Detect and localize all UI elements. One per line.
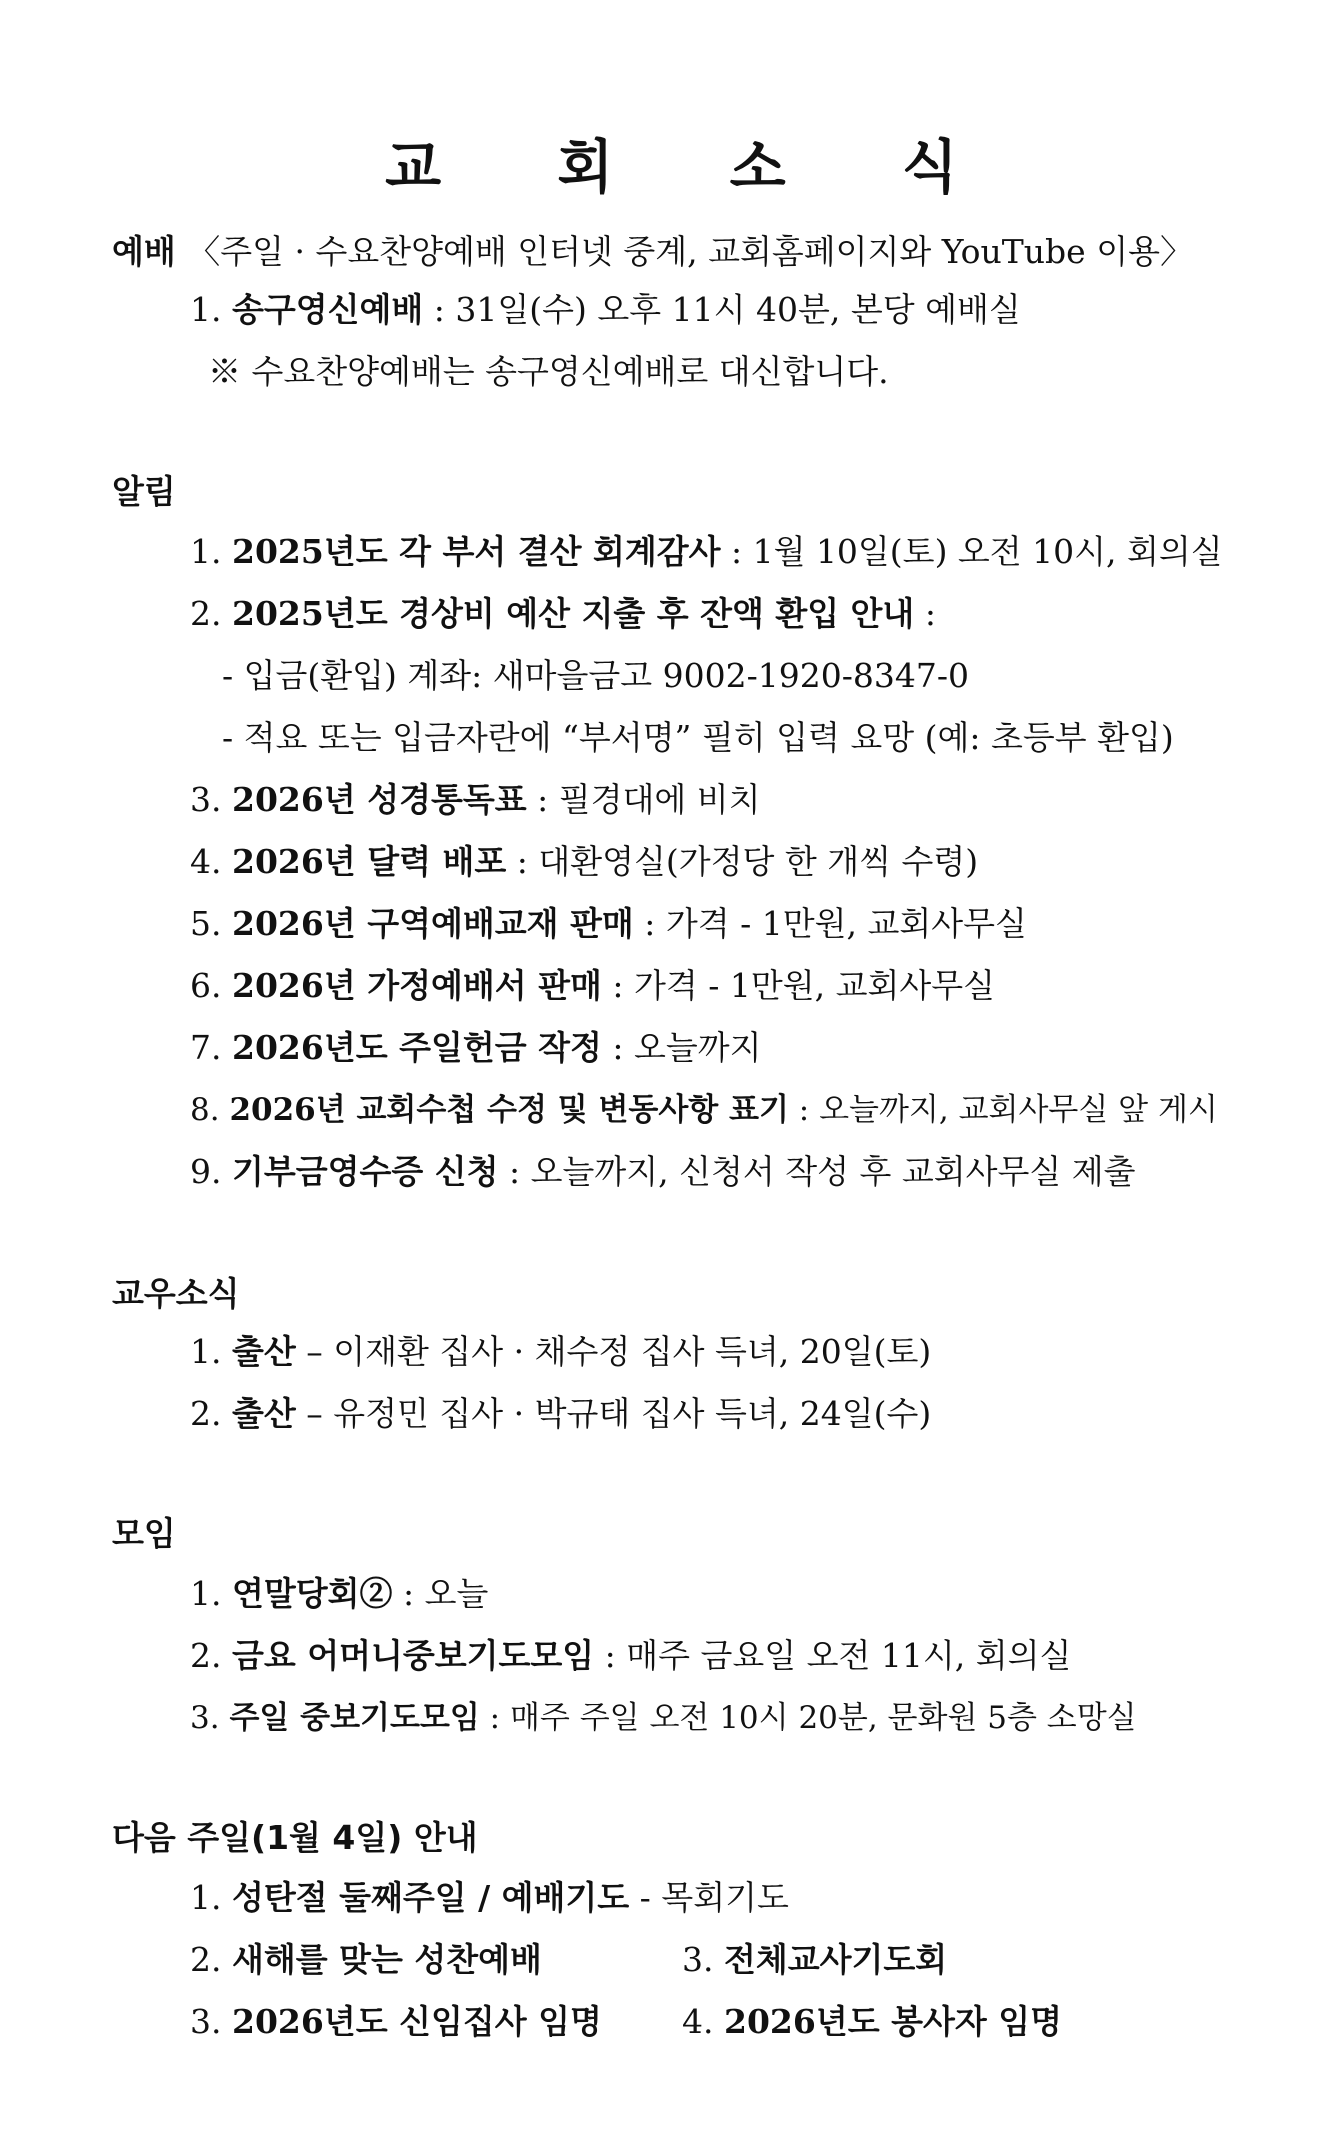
item-text: 오늘까지 (633, 1028, 762, 1067)
meetings-item (190, 1572, 488, 1616)
item-number: 5. (190, 904, 222, 943)
item-label: 연말당회② (232, 1574, 393, 1613)
worship-item (190, 288, 1021, 332)
item-number: 4. (682, 2002, 714, 2041)
item-label: 2026년 달력 배포 (232, 842, 507, 881)
item-text: 오늘까지, 교회사무실 앞 게시 (819, 1092, 1218, 1128)
item-label: 주일 중보기도모임 (229, 1700, 480, 1736)
section-heading-meetings: 모임 (112, 1514, 176, 1553)
item-label: 성탄절 둘째주일 / 예배기도 (232, 1878, 630, 1917)
notice-item (190, 1088, 1218, 1132)
notice-item (190, 778, 760, 822)
section-heading-next-sunday: 다음 주일(1월 4일) 안내 (112, 1818, 478, 1857)
notice-item (190, 530, 1223, 574)
item-text: 필경대에 비치 (558, 780, 761, 819)
item-label: 2026년도 주일헌금 작정 (232, 1028, 602, 1067)
item-number: 7. (190, 1028, 222, 1067)
notice-item (190, 592, 936, 636)
next-sunday-line (190, 2000, 602, 2044)
item-label: 출산 (232, 1332, 296, 1371)
section-heading-worship: 예배 (112, 232, 176, 271)
item-label: 2026년도 봉사자 임명 (724, 2002, 1062, 2041)
item-number: 2. (190, 1940, 222, 1979)
item-number: 3. (190, 780, 222, 819)
item-number: 2. (190, 1394, 222, 1433)
notice-item (190, 1026, 761, 1070)
notice-detail-account: - 입금(환입) 계좌: 새마을금고 9002-1920-8347-0 (222, 656, 970, 695)
next-sunday-line (190, 1876, 789, 1920)
item-number: 9. (190, 1152, 222, 1191)
item-number: 2. (190, 1636, 222, 1675)
next-sunday-line-col2 (682, 2000, 1062, 2044)
notice-item (190, 964, 995, 1008)
worship-remark: ※ 수요찬양예배는 송구영신예배로 대신합니다. (208, 352, 889, 391)
item-text: 가격 - 1만원, 교회사무실 (665, 904, 1027, 943)
worship-section (112, 230, 1193, 274)
meetings-item (190, 1634, 1071, 1678)
item-separator: : (601, 1028, 634, 1067)
notice-item (190, 840, 978, 884)
item-text: – 이재환 집사 · 채수정 집사 득녀, 20일(토) (295, 1332, 932, 1371)
item-number: 2. (190, 594, 222, 633)
item-text: 오늘까지, 신청서 작성 후 교회사무실 제출 (530, 1152, 1136, 1191)
notice-item (190, 1150, 1136, 1194)
item-separator: : (720, 532, 753, 571)
item-separator: : (633, 904, 666, 943)
item-number: 1. (190, 1332, 222, 1371)
item-number: 6. (190, 966, 222, 1005)
item-number: 3. (190, 1700, 220, 1736)
item-text: – 유정민 집사 · 박규태 집사 득녀, 24일(수) (295, 1394, 932, 1433)
item-number: 4. (190, 842, 222, 881)
item-text: 매주 주일 오전 10시 20분, 문화원 5층 소망실 (509, 1700, 1137, 1736)
item-separator: : (498, 1152, 531, 1191)
item-number: 1. (190, 290, 222, 329)
item-label: 2026년 구역예배교재 판매 (232, 904, 634, 943)
item-text: 오늘 (424, 1574, 489, 1613)
item-separator: : (479, 1700, 510, 1736)
item-number: 1. (190, 532, 222, 571)
meetings-item (190, 1696, 1137, 1740)
next-sunday-line-col2 (682, 1938, 947, 1982)
item-text: 1월 10일(토) 오전 10시, 회의실 (752, 532, 1223, 571)
item-separator: : (423, 290, 456, 329)
item-text: 가격 - 1만원, 교회사무실 (633, 966, 995, 1005)
item-label: 출산 (232, 1394, 296, 1433)
members-item (190, 1392, 931, 1436)
item-number: 8. (190, 1092, 220, 1128)
item-number: 3. (682, 1940, 714, 1979)
item-label: 전체교사기도회 (724, 1940, 948, 1979)
item-label: 2026년 교회수첩 수정 및 변동사항 표기 (229, 1092, 789, 1128)
item-label: 2025년도 각 부서 결산 회계감사 (232, 532, 721, 571)
notice-item (190, 902, 1027, 946)
item-text: 31일(수) 오후 11시 40분, 본당 예배실 (455, 290, 1021, 329)
item-separator: : (526, 780, 559, 819)
item-separator: : (788, 1092, 820, 1128)
item-number: 3. (190, 2002, 222, 2041)
item-separator: : (594, 1636, 627, 1675)
notice-detail-memo: - 적요 또는 입금자란에 “부서명” 필히 입력 요망 (예: 초등부 환입) (222, 718, 1174, 757)
item-label: 2025년도 경상비 예산 지출 후 잔액 환입 안내 (232, 594, 915, 633)
item-text: 대환영실(가정당 한 개씩 수령) (538, 842, 979, 881)
item-separator: : (601, 966, 634, 1005)
section-heading-members: 교우소식 (112, 1274, 240, 1313)
item-label: 송구영신예배 (232, 290, 424, 329)
item-text: 매주 금요일 오전 11시, 회의실 (626, 1636, 1072, 1675)
item-label: 2026년 성경통독표 (232, 780, 527, 819)
item-label: 2026년 가정예배서 판매 (232, 966, 602, 1005)
members-item (190, 1330, 931, 1374)
section-heading-notice: 알림 (112, 472, 176, 511)
item-text: - 목회기도 (629, 1878, 789, 1917)
item-separator: : (914, 594, 936, 633)
item-number: 1. (190, 1878, 222, 1917)
item-label: 2026년도 신임집사 임명 (232, 2002, 602, 2041)
item-separator: : (506, 842, 539, 881)
item-label: 기부금영수증 신청 (232, 1152, 499, 1191)
worship-broadcast-note: 〈주일 · 수요찬양예배 인터넷 중계, 교회홈페이지와 YouTube 이용〉 (187, 232, 1193, 271)
item-label: 새해를 맞는 성찬예배 (232, 1940, 542, 1979)
item-label: 금요 어머니중보기도모임 (232, 1636, 595, 1675)
page-title: 교 회 소 식 (385, 133, 1006, 201)
next-sunday-line (190, 1938, 542, 1982)
item-number: 1. (190, 1574, 222, 1613)
item-separator: : (392, 1574, 425, 1613)
